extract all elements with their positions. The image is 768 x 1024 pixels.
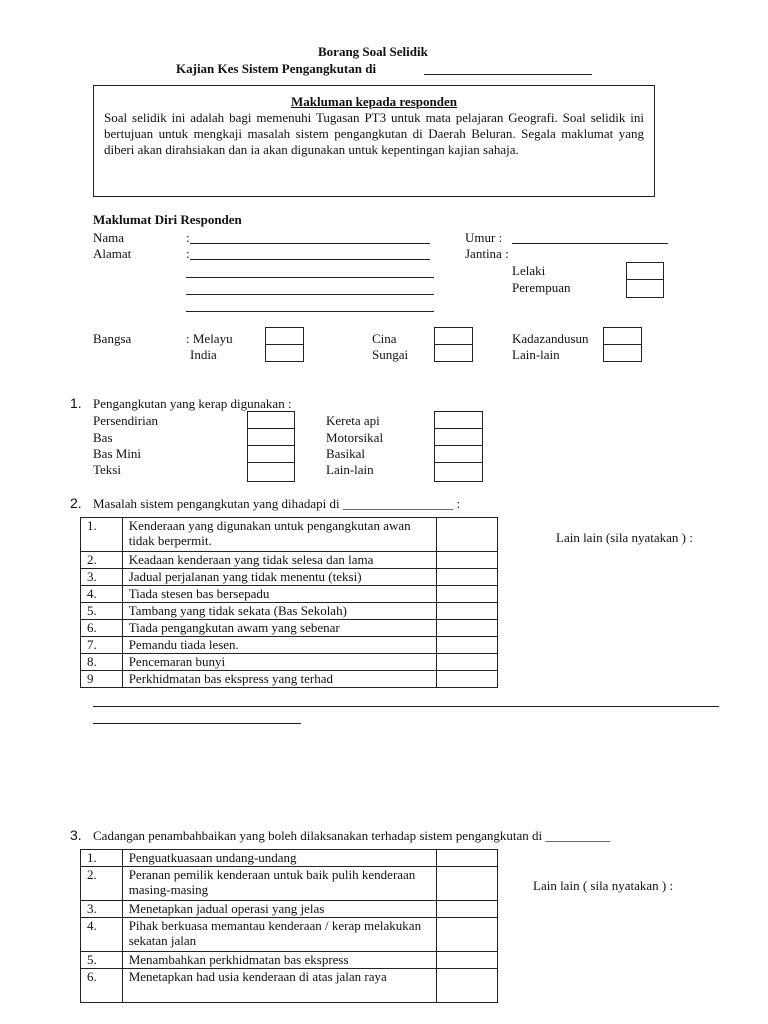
row-checkbox[interactable] [436,952,497,969]
row-number: 5. [81,603,123,620]
row-number: 6. [81,620,123,637]
location-blank[interactable] [424,74,592,75]
row-checkbox[interactable] [436,969,497,1003]
row-text: Kenderaan yang digunakan untuk pengangkutan awan tidak berpermit. [122,518,436,552]
table-row [81,603,498,620]
row-checkbox[interactable] [436,918,497,952]
kadazandusun-label: Kadazandusun [512,331,589,346]
sungai-label: Sungai [372,347,409,362]
table-row [81,552,498,569]
row-checkbox[interactable] [436,637,497,654]
perempuan-checkbox[interactable] [626,279,664,298]
table-row [81,569,498,586]
row-checkbox[interactable] [436,901,497,918]
q3-question: Cadangan penambahbaikan yang boleh dilaksanakan terhadap sistem pengangkutan di __________ [93,828,611,843]
row-checkbox[interactable] [436,569,497,586]
row-checkbox[interactable] [436,552,497,569]
table-row [81,586,498,603]
cina-checkbox[interactable] [434,327,473,345]
q1-option-left: Bas [93,430,113,445]
nama-label: Nama [93,230,125,245]
nama-field[interactable] [190,243,430,244]
kadazandusun-checkbox[interactable] [603,327,642,345]
row-number: 8. [81,654,123,671]
q1-checkbox[interactable] [434,411,483,429]
row-number: 9 [81,671,123,688]
table-row [81,867,498,901]
row-checkbox[interactable] [436,620,497,637]
jantina-label: Jantina : [465,246,509,261]
q2-other-line-2[interactable] [93,723,301,724]
row-text: Peranan pemilik kenderaan untuk baik pulih kenderaan masing-masing [122,867,436,901]
row-text: Tiada pengangkutan awam yang sebenar [122,620,436,637]
q1-checkbox[interactable] [247,428,295,446]
row-text: Menetapkan jadual operasi yang jelas [122,901,436,918]
notice-heading: Makluman kepada responden [291,94,457,109]
row-text: Menetapkan had usia kenderaan di atas jalan raya [122,969,436,1003]
q3-number: 3. [70,827,82,843]
row-text: Pihak berkuasa memantau kenderaan / kerap melakukan sekatan jalan [122,918,436,952]
bangsa-label: Bangsa [93,331,132,346]
row-text: Pemandu tiada lesen. [122,637,436,654]
alamat-label: Alamat [93,246,132,261]
table-row [81,969,498,1003]
table-row [81,901,498,918]
q1-checkbox[interactable] [247,411,295,429]
table-row [81,654,498,671]
row-number: 2. [81,867,123,901]
row-number: 4. [81,586,123,603]
row-checkbox[interactable] [436,603,497,620]
row-number: 2. [81,552,123,569]
alamat-field-2[interactable] [186,277,434,278]
table-row [81,671,498,688]
row-number: 1. [81,518,123,552]
alamat-field-1[interactable] [190,259,430,260]
row-number: 6. [81,969,123,1003]
q1-checkbox[interactable] [247,462,295,482]
alamat-field-3[interactable] [186,294,434,295]
row-number: 7. [81,637,123,654]
row-checkbox[interactable] [436,867,497,901]
q2-table [80,517,498,688]
lelaki-label: Lelaki [512,263,546,278]
row-text: Penguatkuasaan undang-undang [122,850,436,867]
personal-heading: Maklumat Diri Responden [93,212,242,227]
perempuan-label: Perempuan [512,280,571,295]
notice-box [93,85,655,197]
q3-other-label: Lain lain ( sila nyatakan ) : [533,878,674,893]
notice-text: Soal selidik ini adalah bagi memenuhi Tugasan PT3 untuk mata pelajaran Geografi. Soal selidik ini bertujuan untuk mengkaji masalah sistem pengangkutan di Daerah Beluran. Segala maklumat yang diberi akan dirahsiakan dan ia akan digunakan untuk kepentingan kajian sahaja. [104,110,644,157]
row-checkbox[interactable] [436,850,497,867]
row-text: Jadual perjalanan yang tidak menentu (teksi) [122,569,436,586]
sungai-checkbox[interactable] [434,344,473,362]
alamat-field-4[interactable] [186,311,434,312]
row-number: 1. [81,850,123,867]
lainlain-checkbox[interactable] [603,344,642,362]
q1-question: Pengangkutan yang kerap digunakan : [93,396,292,411]
india-checkbox[interactable] [265,344,304,362]
table-row [81,637,498,654]
q1-checkbox[interactable] [434,462,483,482]
q1-option-left: Bas Mini [93,446,142,461]
q1-option-right: Lain-lain [326,462,374,477]
umur-label: Umur : [465,230,503,245]
q2-number: 2. [70,495,82,511]
q1-option-left: Persendirian [93,413,158,428]
q1-checkbox[interactable] [434,445,483,463]
q1-option-right: Motorsikal [326,430,384,445]
q2-question: Masalah sistem pengangkutan yang dihadapi di _________________ : [93,496,461,511]
q1-checkbox[interactable] [434,428,483,446]
nama-colon: : [186,230,190,245]
q3-table [80,849,498,1003]
row-text: Keadaan kenderaan yang tidak selesa dan lama [122,552,436,569]
row-text: Tiada stesen bas bersepadu [122,586,436,603]
melayu-checkbox[interactable] [265,327,304,345]
row-checkbox[interactable] [436,654,497,671]
q1-number: 1. [70,395,82,411]
table-row [81,620,498,637]
q1-option-right: Kereta api [326,413,380,428]
row-number: 5. [81,952,123,969]
table-row [81,952,498,969]
row-text: Tambang yang tidak sekata (Bas Sekolah) [122,603,436,620]
q1-checkbox[interactable] [247,445,295,463]
umur-field[interactable] [512,243,668,244]
table-row [81,918,498,952]
q1-option-right: Basikal [326,446,365,461]
row-number: 3. [81,569,123,586]
row-text: Perkhidmatan bas ekspress yang terhad [122,671,436,688]
row-checkbox[interactable] [436,586,497,603]
alamat-colon: : [186,246,190,261]
q2-other-label: Lain lain (sila nyatakan ) : [556,530,693,545]
row-checkbox[interactable] [436,518,497,552]
form-subtitle: Kajian Kes Sistem Pengangkutan di [176,61,377,76]
table-row [81,518,498,552]
form-title: Borang Soal Selidik [318,44,428,59]
lainlain-label: Lain-lain [512,347,560,362]
row-number: 3. [81,901,123,918]
table-row [81,850,498,867]
india-label: India [190,347,217,362]
q1-option-left: Teksi [93,462,121,477]
melayu-label: : Melayu [186,331,233,346]
row-number: 4. [81,918,123,952]
q2-other-line-1[interactable] [93,706,719,707]
row-text: Menambahkan perkhidmatan bas ekspress [122,952,436,969]
row-checkbox[interactable] [436,671,497,688]
row-text: Pencemaran bunyi [122,654,436,671]
cina-label: Cina [372,331,397,346]
